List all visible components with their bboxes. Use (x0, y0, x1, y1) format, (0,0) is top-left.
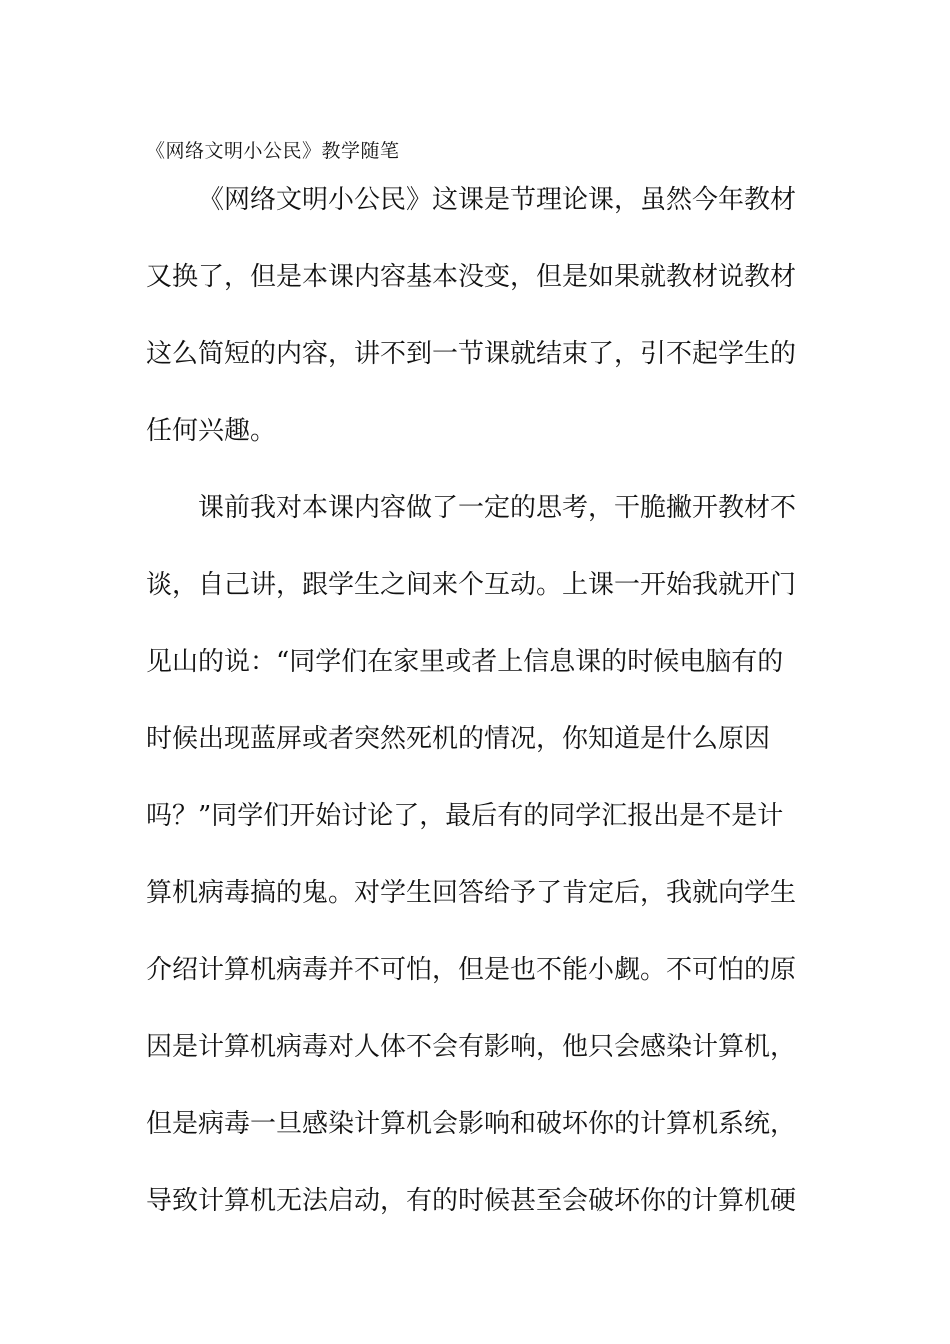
paragraph-1-line-4: 任何兴趣。 (146, 416, 277, 446)
paragraph-1-line-3: 这么简短的内容，讲不到一节课就结束了，引不起学生的 (146, 339, 797, 369)
paragraph-2-line-6: 算机病毒搞的鬼。对学生回答给予了肯定后，我就向学生 (146, 878, 797, 908)
document-title: 《网络文明小公民》教学随笔 (146, 140, 400, 162)
paragraph-2-line-2: 谈，自己讲，跟学生之间来个互动。上课一开始我就开门 (146, 570, 797, 600)
paragraph-2-line-3: 见山的说：“同学们在家里或者上信息课的时候电脑有的 (146, 647, 784, 677)
paragraph-2-line-4: 时候出现蓝屏或者突然死机的情况，你知道是什么原因 (146, 724, 771, 754)
paragraph-1-line-2: 又换了，但是本课内容基本没变，但是如果就教材说教材 (146, 262, 797, 292)
paragraph-2-line-5: 吗？”同学们开始讨论了，最后有的同学汇报出是不是计 (146, 801, 784, 831)
paragraph-2-line-1: 课前我对本课内容做了一定的思考，干脆撇开教材不 (198, 493, 797, 523)
paragraph-2-line-10: 导致计算机无法启动，有的时候甚至会破坏你的计算机硬 (146, 1186, 797, 1216)
paragraph-2-line-9: 但是病毒一旦感染计算机会影响和破坏你的计算机系统， (146, 1109, 797, 1139)
paragraph-1-line-1: 《网络文明小公民》这课是节理论课，虽然今年教材 (198, 185, 797, 215)
paragraph-2-line-8: 因是计算机病毒对人体不会有影响，他只会感染计算机， (146, 1032, 797, 1062)
paragraph-2-line-7: 介绍计算机病毒并不可怕，但是也不能小觑。不可怕的原 (146, 955, 797, 985)
